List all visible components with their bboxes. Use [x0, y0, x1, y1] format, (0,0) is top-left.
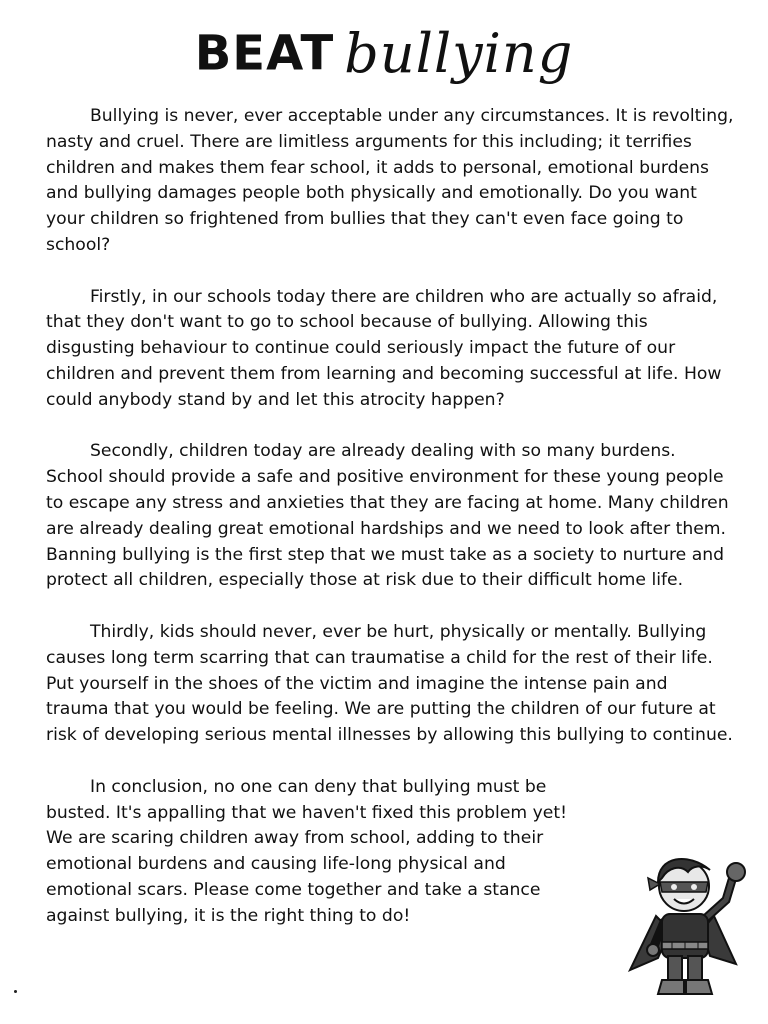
paragraph-secondly: Secondly, children today are already dealing with so many burdens. School should provide a safe and positive environment for these young people to escape any stress and anxieties that they are facing at home. Many children are already dealing great emotional hardships and we need to look after them. Banning bullying is the first step that we must take as a society to nurture and protect all children, especially those at risk due to their difficult home life.	[46, 441, 729, 591]
superhero-kid-icon	[618, 838, 758, 1003]
paragraph-conclusion: In conclusion, no one can deny that bullying must be busted. It's appalling that we haven't fixed this problem yet! We are scaring children away from school, adding to their emotional burdens and causing life-long physical and emotional scars. Please come together and take a stance against bullying, it is the right thing to do!	[46, 776, 567, 926]
paragraph-thirdly: Thirdly, kids should never, ever be hurt, physically or mentally. Bullying causes long term scarring that can traumatise a child for the rest of their life. Put yourself in the shoes of the victim and imagine the intense pain and trauma that you would be feeling. We are putting the children of our future at risk of developing serious mental illnesses by allowing this bullying to continue.	[46, 621, 733, 746]
paragraph-firstly: Firstly, in our schools today there are children who are actually so afraid, that they don't want to go to school because of bullying. Allowing this disgusting behaviour to continue could seriously impact the future of our children and prevent them from learning and becoming successful at life. How could anybody stand by and let this atrocity happen?	[46, 286, 722, 410]
title-bullying: bullying	[344, 22, 574, 85]
page-mark	[14, 990, 17, 993]
essay-body	[46, 104, 734, 930]
title-beat: BEAT	[194, 25, 335, 82]
page-title	[0, 22, 768, 85]
paragraph-intro: Bullying is never, ever acceptable under any circumstances. It is revolting, nasty and cruel. There are limitless arguments for this including; it terrifies children and makes them fear school, it adds to personal, emotional burdens and bullying damages people both physically and emotionally. Do you want your children so frightened from bullies that they can't even face going to school?	[46, 106, 734, 255]
